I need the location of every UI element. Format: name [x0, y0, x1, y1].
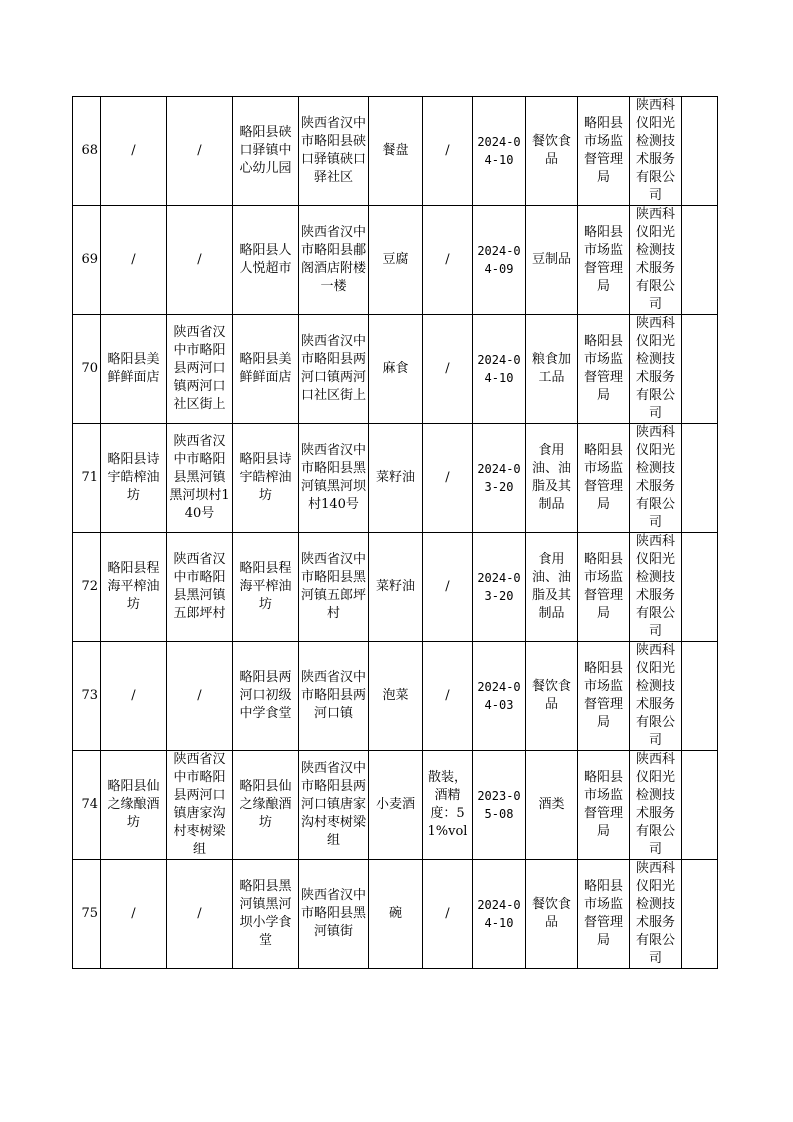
production-date: 2024-04-03	[473, 642, 526, 751]
food-name: 碗	[369, 860, 423, 969]
sampling-table	[72, 96, 718, 969]
testing-agency: 陕西科仪阳光检测技术服务有限公司	[630, 533, 682, 642]
producer-name: /	[101, 97, 167, 206]
specification: /	[423, 860, 473, 969]
specification: /	[423, 642, 473, 751]
testing-agency: 陕西科仪阳光检测技术服务有限公司	[630, 97, 682, 206]
specification: /	[423, 424, 473, 533]
supervising-authority: 略阳县市场监督管理局	[578, 860, 630, 969]
sampled-address: 陕西省汉中市略阳县两河口镇	[299, 642, 369, 751]
food-name: 小麦酒	[369, 751, 423, 860]
production-date: 2024-04-10	[473, 860, 526, 969]
producer-name: 略阳县程海平榨油坊	[101, 533, 167, 642]
production-date: 2024-03-20	[473, 424, 526, 533]
producer-address: /	[167, 206, 233, 315]
table-row	[73, 860, 718, 969]
table-body	[73, 97, 718, 969]
food-category: 酒类	[526, 751, 578, 860]
producer-address: 陕西省汉中市略阳县两河口镇唐家沟村枣树梁组	[167, 751, 233, 860]
producer-address: /	[167, 97, 233, 206]
table-row	[73, 206, 718, 315]
sampled-unit: 略阳县仙之缘酿酒坊	[233, 751, 299, 860]
production-date: 2024-03-20	[473, 533, 526, 642]
food-category: 豆制品	[526, 206, 578, 315]
food-category: 餐饮食品	[526, 97, 578, 206]
supervising-authority: 略阳县市场监督管理局	[578, 642, 630, 751]
supervising-authority: 略阳县市场监督管理局	[578, 751, 630, 860]
testing-agency: 陕西科仪阳光检测技术服务有限公司	[630, 315, 682, 424]
remark	[682, 424, 718, 533]
table-row	[73, 424, 718, 533]
sampled-address: 陕西省汉中市略阳县郙阁酒店附楼一楼	[299, 206, 369, 315]
sampled-address: 陕西省汉中市略阳县黑河镇五郎坪村	[299, 533, 369, 642]
table-row	[73, 533, 718, 642]
supervising-authority: 略阳县市场监督管理局	[578, 206, 630, 315]
supervising-authority: 略阳县市场监督管理局	[578, 315, 630, 424]
sampled-address: 陕西省汉中市略阳县硖口驿镇硖口驿社区	[299, 97, 369, 206]
sampled-unit: 略阳县人人悦超市	[233, 206, 299, 315]
supervising-authority: 略阳县市场监督管理局	[578, 424, 630, 533]
food-name: 菜籽油	[369, 533, 423, 642]
row-number: 75	[73, 860, 101, 969]
producer-address: 陕西省汉中市略阳县黑河镇五郎坪村	[167, 533, 233, 642]
remark	[682, 533, 718, 642]
table-row	[73, 315, 718, 424]
producer-name: 略阳县诗宇皓榨油坊	[101, 424, 167, 533]
producer-name: 略阳县仙之缘酿酒坊	[101, 751, 167, 860]
supervising-authority: 略阳县市场监督管理局	[578, 533, 630, 642]
producer-name: /	[101, 642, 167, 751]
sampled-address: 陕西省汉中市略阳县黑河镇街	[299, 860, 369, 969]
production-date: 2024-04-10	[473, 97, 526, 206]
producer-address: /	[167, 860, 233, 969]
production-date: 2024-04-09	[473, 206, 526, 315]
testing-agency: 陕西科仪阳光检测技术服务有限公司	[630, 751, 682, 860]
row-number: 73	[73, 642, 101, 751]
remark	[682, 315, 718, 424]
row-number: 68	[73, 97, 101, 206]
supervising-authority: 略阳县市场监督管理局	[578, 97, 630, 206]
producer-address: 陕西省汉中市略阳县黑河镇黑河坝村140号	[167, 424, 233, 533]
row-number: 74	[73, 751, 101, 860]
remark	[682, 206, 718, 315]
testing-agency: 陕西科仪阳光检测技术服务有限公司	[630, 642, 682, 751]
sampled-unit: 略阳县硖口驿镇中心幼儿园	[233, 97, 299, 206]
producer-name: /	[101, 860, 167, 969]
row-number: 69	[73, 206, 101, 315]
production-date: 2023-05-08	[473, 751, 526, 860]
sampled-address: 陕西省汉中市略阳县黑河镇黑河坝村140号	[299, 424, 369, 533]
sampled-unit: 略阳县程海平榨油坊	[233, 533, 299, 642]
testing-agency: 陕西科仪阳光检测技术服务有限公司	[630, 206, 682, 315]
food-category: 餐饮食品	[526, 860, 578, 969]
producer-name: /	[101, 206, 167, 315]
specification: /	[423, 315, 473, 424]
production-date: 2024-04-10	[473, 315, 526, 424]
specification: 散装，酒精度：51%vol	[423, 751, 473, 860]
row-number: 71	[73, 424, 101, 533]
specification: /	[423, 206, 473, 315]
producer-address: /	[167, 642, 233, 751]
row-number: 70	[73, 315, 101, 424]
row-number: 72	[73, 533, 101, 642]
food-category: 食用油、油脂及其制品	[526, 533, 578, 642]
table-row	[73, 751, 718, 860]
sampled-address: 陕西省汉中市略阳县两河口镇唐家沟村枣树梁组	[299, 751, 369, 860]
food-name: 豆腐	[369, 206, 423, 315]
remark	[682, 751, 718, 860]
food-name: 菜籽油	[369, 424, 423, 533]
food-category: 餐饮食品	[526, 642, 578, 751]
sampled-unit: 略阳县美鲜鲜面店	[233, 315, 299, 424]
remark	[682, 642, 718, 751]
sampled-unit: 略阳县两河口初级中学食堂	[233, 642, 299, 751]
producer-address: 陕西省汉中市略阳县两河口镇两河口社区街上	[167, 315, 233, 424]
food-category: 粮食加工品	[526, 315, 578, 424]
table-row	[73, 97, 718, 206]
food-name: 泡菜	[369, 642, 423, 751]
food-name: 麻食	[369, 315, 423, 424]
producer-name: 略阳县美鲜鲜面店	[101, 315, 167, 424]
remark	[682, 860, 718, 969]
sampled-address: 陕西省汉中市略阳县两河口镇两河口社区街上	[299, 315, 369, 424]
specification: /	[423, 533, 473, 642]
food-name: 餐盘	[369, 97, 423, 206]
sampled-unit: 略阳县黑河镇黑河坝小学食堂	[233, 860, 299, 969]
sampled-unit: 略阳县诗宇皓榨油坊	[233, 424, 299, 533]
table-row	[73, 642, 718, 751]
food-category: 食用油、油脂及其制品	[526, 424, 578, 533]
remark	[682, 97, 718, 206]
testing-agency: 陕西科仪阳光检测技术服务有限公司	[630, 424, 682, 533]
specification: /	[423, 97, 473, 206]
testing-agency: 陕西科仪阳光检测技术服务有限公司	[630, 860, 682, 969]
